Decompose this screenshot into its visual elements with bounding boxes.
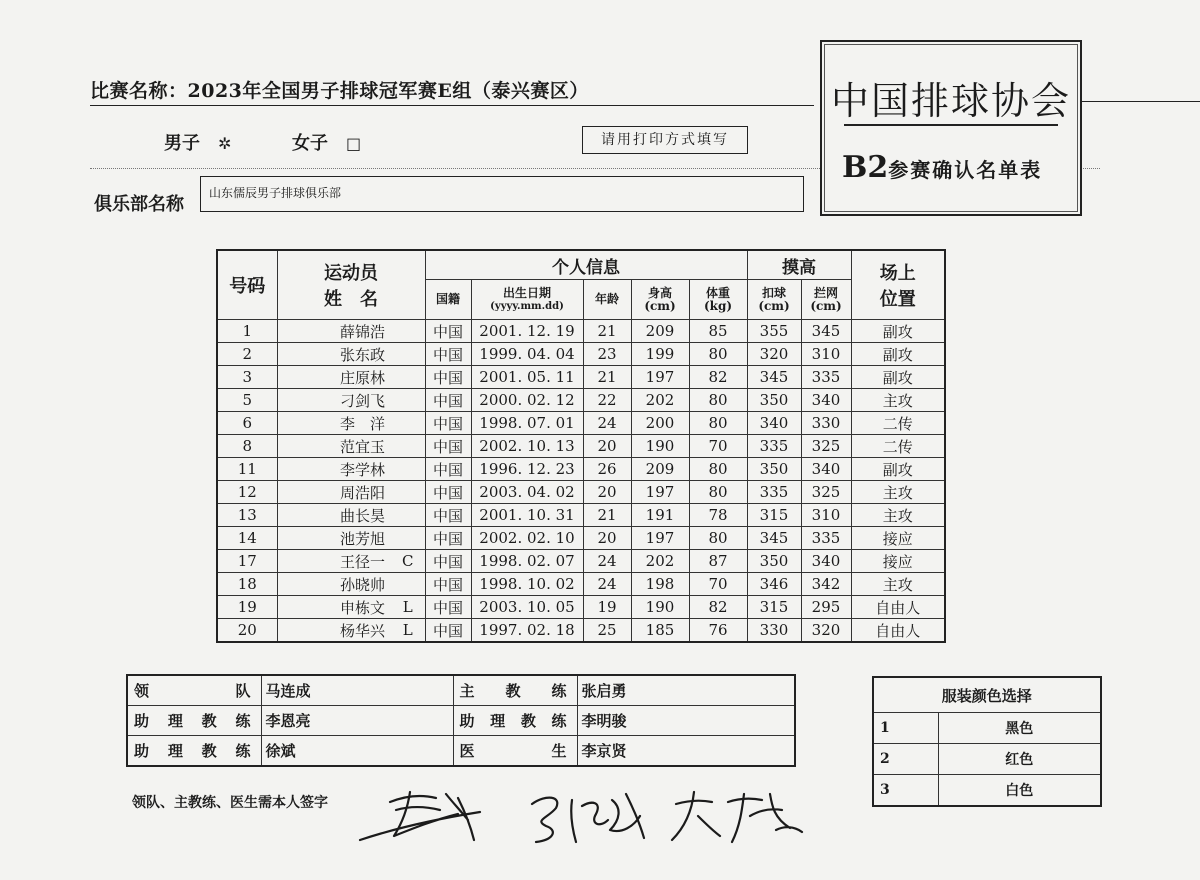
player-age: 20 [583, 481, 631, 504]
roster-row [217, 619, 945, 643]
player-age: 20 [583, 435, 631, 458]
player-spike-reach: 330 [747, 619, 801, 643]
player-nationality: 中国 [425, 619, 471, 643]
staff-role: 领队 [127, 675, 261, 706]
player-name: 曲长昊 [277, 504, 391, 527]
player-weight: 87 [689, 550, 747, 573]
player-role-tag [391, 320, 425, 343]
signature-label: 领队、主教练、医生需本人签字 [132, 795, 328, 811]
player-age: 20 [583, 527, 631, 550]
player-nationality: 中国 [425, 343, 471, 366]
roster-row [217, 412, 945, 435]
player-role-tag: C [391, 550, 425, 573]
header-rule-right [1082, 101, 1200, 102]
player-height: 200 [631, 412, 689, 435]
player-birth-date: 2001. 05. 11 [471, 366, 583, 389]
player-age: 24 [583, 573, 631, 596]
roster-row [217, 343, 945, 366]
player-weight: 82 [689, 366, 747, 389]
player-role-tag: L [391, 596, 425, 619]
header-position-line1: 场上 [879, 263, 916, 284]
header-nationality: 国籍 [425, 280, 471, 320]
roster-row [217, 389, 945, 412]
player-name: 孙晓帅 [277, 573, 391, 596]
header-weight-unit: (kg) [703, 298, 733, 313]
player-number: 1 [217, 320, 277, 343]
player-age: 25 [583, 619, 631, 643]
header-athlete-line2: 姓 名 [324, 289, 378, 310]
player-spike-reach: 355 [747, 320, 801, 343]
player-birth-date: 2001. 12. 19 [471, 320, 583, 343]
player-number: 11 [217, 458, 277, 481]
header-birth-format: (yyyy.mm.dd) [490, 300, 564, 312]
player-nationality: 中国 [425, 550, 471, 573]
handwritten-signatures [350, 780, 810, 850]
player-name: 周浩阳 [277, 481, 391, 504]
player-spike-reach: 335 [747, 481, 801, 504]
player-nationality: 中国 [425, 389, 471, 412]
signature-leader [360, 792, 480, 840]
player-height: 202 [631, 550, 689, 573]
player-nationality: 中国 [425, 320, 471, 343]
roster-row [217, 596, 945, 619]
player-height: 191 [631, 504, 689, 527]
roster-row [217, 435, 945, 458]
player-name: 杨华兴 [277, 619, 391, 643]
player-nationality: 中国 [425, 527, 471, 550]
association-title: 中国排球协会 [830, 79, 1071, 123]
staff-name-field[interactable]: 徐斌 [261, 736, 453, 767]
player-weight: 80 [689, 527, 747, 550]
player-block-reach: 325 [801, 435, 851, 458]
player-spike-reach: 345 [747, 366, 801, 389]
player-age: 21 [583, 320, 631, 343]
staff-role: 助理教练 [127, 706, 261, 736]
header-position-line2: 位置 [879, 289, 916, 310]
staff-role: 医生 [453, 736, 577, 767]
player-role-tag [391, 412, 425, 435]
player-position: 主攻 [851, 389, 945, 412]
male-option[interactable] [164, 129, 231, 155]
player-weight: 80 [689, 343, 747, 366]
player-role-tag [391, 366, 425, 389]
player-birth-date: 1998. 10. 02 [471, 573, 583, 596]
player-weight: 80 [689, 458, 747, 481]
player-position: 副攻 [851, 366, 945, 389]
player-position: 副攻 [851, 320, 945, 343]
male-checkmark-icon: ✲ [218, 134, 232, 153]
uniform-color-value: 黑色 [939, 713, 1101, 744]
dotted-divider-right [1080, 168, 1100, 169]
player-age: 22 [583, 389, 631, 412]
staff-name-field[interactable]: 张启勇 [577, 675, 795, 706]
player-weight: 70 [689, 573, 747, 596]
header-weight-label: 体重 [705, 285, 730, 300]
uniform-color-table [872, 676, 1102, 807]
header-spike [747, 280, 801, 320]
player-block-reach: 295 [801, 596, 851, 619]
player-height: 190 [631, 435, 689, 458]
player-number: 20 [217, 619, 277, 643]
player-block-reach: 342 [801, 573, 851, 596]
player-spike-reach: 335 [747, 435, 801, 458]
player-position: 副攻 [851, 343, 945, 366]
player-block-reach: 310 [801, 504, 851, 527]
player-name: 申栋文 [277, 596, 391, 619]
uniform-color-row[interactable] [873, 713, 1101, 744]
player-number: 8 [217, 435, 277, 458]
player-spike-reach: 350 [747, 458, 801, 481]
player-name: 刁剑飞 [277, 389, 391, 412]
player-spike-reach: 350 [747, 550, 801, 573]
player-age: 26 [583, 458, 631, 481]
player-name: 张东政 [277, 343, 391, 366]
staff-name-field[interactable]: 李恩亮 [261, 706, 453, 736]
staff-name-field[interactable]: 马连成 [261, 675, 453, 706]
staff-role: 助理教练 [127, 736, 261, 767]
player-number: 13 [217, 504, 277, 527]
header-personal-info: 个人信息 [425, 250, 747, 280]
header-spike-label: 扣球 [761, 285, 786, 300]
roster-table [216, 249, 946, 643]
player-birth-date: 1996. 12. 23 [471, 458, 583, 481]
player-position: 自由人 [851, 619, 945, 643]
player-block-reach: 340 [801, 550, 851, 573]
header-weight [689, 280, 747, 320]
header-birth-date [471, 280, 583, 320]
female-option[interactable] [292, 129, 361, 155]
player-number: 19 [217, 596, 277, 619]
player-position: 自由人 [851, 596, 945, 619]
player-birth-date: 1997. 02. 18 [471, 619, 583, 643]
header-spike-unit: (cm) [758, 298, 790, 313]
player-nationality: 中国 [425, 504, 471, 527]
form-code: B2 [842, 150, 889, 185]
dotted-divider-left [90, 168, 820, 169]
player-number: 2 [217, 343, 277, 366]
player-birth-date: 2003. 04. 02 [471, 481, 583, 504]
header-number: 号码 [217, 250, 277, 320]
player-spike-reach: 345 [747, 527, 801, 550]
player-role-tag [391, 389, 425, 412]
player-role-tag [391, 343, 425, 366]
player-block-reach: 345 [801, 320, 851, 343]
player-role-tag [391, 458, 425, 481]
signature-doctor [672, 792, 802, 842]
print-note: 请用打印方式填写 [582, 126, 748, 154]
player-weight: 80 [689, 481, 747, 504]
player-block-reach: 340 [801, 389, 851, 412]
player-age: 21 [583, 504, 631, 527]
uniform-color-row[interactable] [873, 775, 1101, 807]
header-height-label: 身高 [647, 285, 672, 300]
player-height: 197 [631, 481, 689, 504]
player-block-reach: 335 [801, 527, 851, 550]
player-age: 21 [583, 366, 631, 389]
player-block-reach: 310 [801, 343, 851, 366]
player-number: 5 [217, 389, 277, 412]
header-athlete-line1: 运动员 [324, 263, 378, 284]
player-height: 209 [631, 458, 689, 481]
player-height: 199 [631, 343, 689, 366]
player-name: 李 洋 [277, 412, 391, 435]
player-age: 24 [583, 550, 631, 573]
competition-line [90, 76, 814, 106]
player-role-tag [391, 504, 425, 527]
roster-row [217, 320, 945, 343]
roster-row [217, 550, 945, 573]
player-height: 209 [631, 320, 689, 343]
player-spike-reach: 350 [747, 389, 801, 412]
player-spike-reach: 315 [747, 504, 801, 527]
player-block-reach: 340 [801, 458, 851, 481]
header-height-unit: (cm) [644, 298, 676, 313]
player-age: 24 [583, 412, 631, 435]
player-birth-date: 2000. 02. 12 [471, 389, 583, 412]
uniform-color-row[interactable] [873, 744, 1101, 775]
player-nationality: 中国 [425, 435, 471, 458]
player-name: 李学林 [277, 458, 391, 481]
player-weight: 76 [689, 619, 747, 643]
player-role-tag: L [391, 619, 425, 643]
player-position: 接应 [851, 550, 945, 573]
roster-row [217, 481, 945, 504]
player-block-reach: 335 [801, 366, 851, 389]
player-number: 6 [217, 412, 277, 435]
uniform-color-value: 白色 [939, 775, 1101, 807]
player-height: 185 [631, 619, 689, 643]
player-spike-reach: 315 [747, 596, 801, 619]
player-block-reach: 325 [801, 481, 851, 504]
uniform-color-number: 2 [873, 744, 939, 775]
association-rule [844, 124, 1058, 126]
player-birth-date: 2002. 10. 13 [471, 435, 583, 458]
player-block-reach: 320 [801, 619, 851, 643]
player-position: 主攻 [851, 504, 945, 527]
player-nationality: 中国 [425, 481, 471, 504]
header-reach: 摸高 [747, 250, 851, 280]
player-spike-reach: 340 [747, 412, 801, 435]
form-name: 参赛确认名单表 [888, 158, 1043, 182]
player-name: 薛锦浩 [277, 320, 391, 343]
competition-name: 2023年全国男子排球冠军赛E组（泰兴赛区） [187, 80, 589, 102]
player-number: 18 [217, 573, 277, 596]
player-height: 197 [631, 527, 689, 550]
player-weight: 82 [689, 596, 747, 619]
player-weight: 78 [689, 504, 747, 527]
header-block-label: 拦网 [813, 285, 838, 300]
staff-row [127, 706, 795, 736]
staff-role: 助理教练 [453, 706, 577, 736]
uniform-color-number: 1 [873, 713, 939, 744]
player-height: 190 [631, 596, 689, 619]
player-name: 庄原林 [277, 366, 391, 389]
player-nationality: 中国 [425, 366, 471, 389]
header-athlete [277, 250, 425, 320]
player-role-tag [391, 573, 425, 596]
signature-head-coach [532, 794, 644, 842]
roster-row [217, 366, 945, 389]
player-nationality: 中国 [425, 573, 471, 596]
player-role-tag [391, 481, 425, 504]
header-block-unit: (cm) [810, 298, 842, 313]
player-position: 二传 [851, 435, 945, 458]
male-label: 男子 [164, 133, 200, 154]
player-weight: 80 [689, 389, 747, 412]
header-block [801, 280, 851, 320]
form-subtitle [842, 150, 1042, 185]
player-number: 14 [217, 527, 277, 550]
roster-row [217, 527, 945, 550]
player-name: 池芳旭 [277, 527, 391, 550]
player-height: 202 [631, 389, 689, 412]
header-position [851, 250, 945, 320]
header-age: 年龄 [583, 280, 631, 320]
staff-table [126, 674, 796, 767]
uniform-color-title: 服装颜色选择 [873, 677, 1101, 713]
player-age: 23 [583, 343, 631, 366]
player-position: 二传 [851, 412, 945, 435]
player-height: 197 [631, 366, 689, 389]
player-age: 19 [583, 596, 631, 619]
uniform-color-number: 3 [873, 775, 939, 807]
player-weight: 70 [689, 435, 747, 458]
player-position: 副攻 [851, 458, 945, 481]
player-weight: 80 [689, 412, 747, 435]
player-nationality: 中国 [425, 596, 471, 619]
staff-name-field[interactable]: 李京贤 [577, 736, 795, 767]
player-number: 12 [217, 481, 277, 504]
player-role-tag [391, 527, 425, 550]
player-height: 198 [631, 573, 689, 596]
header-birth-date-label: 出生日期 [502, 285, 551, 300]
player-birth-date: 2001. 10. 31 [471, 504, 583, 527]
player-birth-date: 1999. 04. 04 [471, 343, 583, 366]
player-spike-reach: 320 [747, 343, 801, 366]
club-label: 俱乐部名称 [94, 194, 184, 215]
player-position: 主攻 [851, 481, 945, 504]
player-spike-reach: 346 [747, 573, 801, 596]
club-name-field[interactable]: 山东儒辰男子排球俱乐部 [200, 176, 804, 212]
player-number: 3 [217, 366, 277, 389]
player-block-reach: 330 [801, 412, 851, 435]
uniform-color-value: 红色 [939, 744, 1101, 775]
staff-name-field[interactable]: 李明骏 [577, 706, 795, 736]
player-nationality: 中国 [425, 458, 471, 481]
player-birth-date: 2003. 10. 05 [471, 596, 583, 619]
association-box [820, 40, 1082, 216]
player-birth-date: 1998. 07. 01 [471, 412, 583, 435]
player-name: 范宜玉 [277, 435, 391, 458]
competition-label: 比赛名称： [90, 80, 188, 102]
header-height [631, 280, 689, 320]
player-weight: 85 [689, 320, 747, 343]
roster-row [217, 573, 945, 596]
roster-row [217, 458, 945, 481]
staff-row [127, 736, 795, 767]
female-label: 女子 [292, 133, 328, 154]
player-birth-date: 1998. 02. 07 [471, 550, 583, 573]
player-birth-date: 2002. 02. 10 [471, 527, 583, 550]
player-nationality: 中国 [425, 412, 471, 435]
player-number: 17 [217, 550, 277, 573]
roster-row [217, 504, 945, 527]
roster-body [217, 320, 945, 643]
staff-row [127, 675, 795, 706]
player-name: 王径一 [277, 550, 391, 573]
player-role-tag [391, 435, 425, 458]
player-position: 主攻 [851, 573, 945, 596]
player-position: 接应 [851, 527, 945, 550]
female-checkbox-icon: □ [346, 134, 362, 153]
staff-role: 主教练 [453, 675, 577, 706]
